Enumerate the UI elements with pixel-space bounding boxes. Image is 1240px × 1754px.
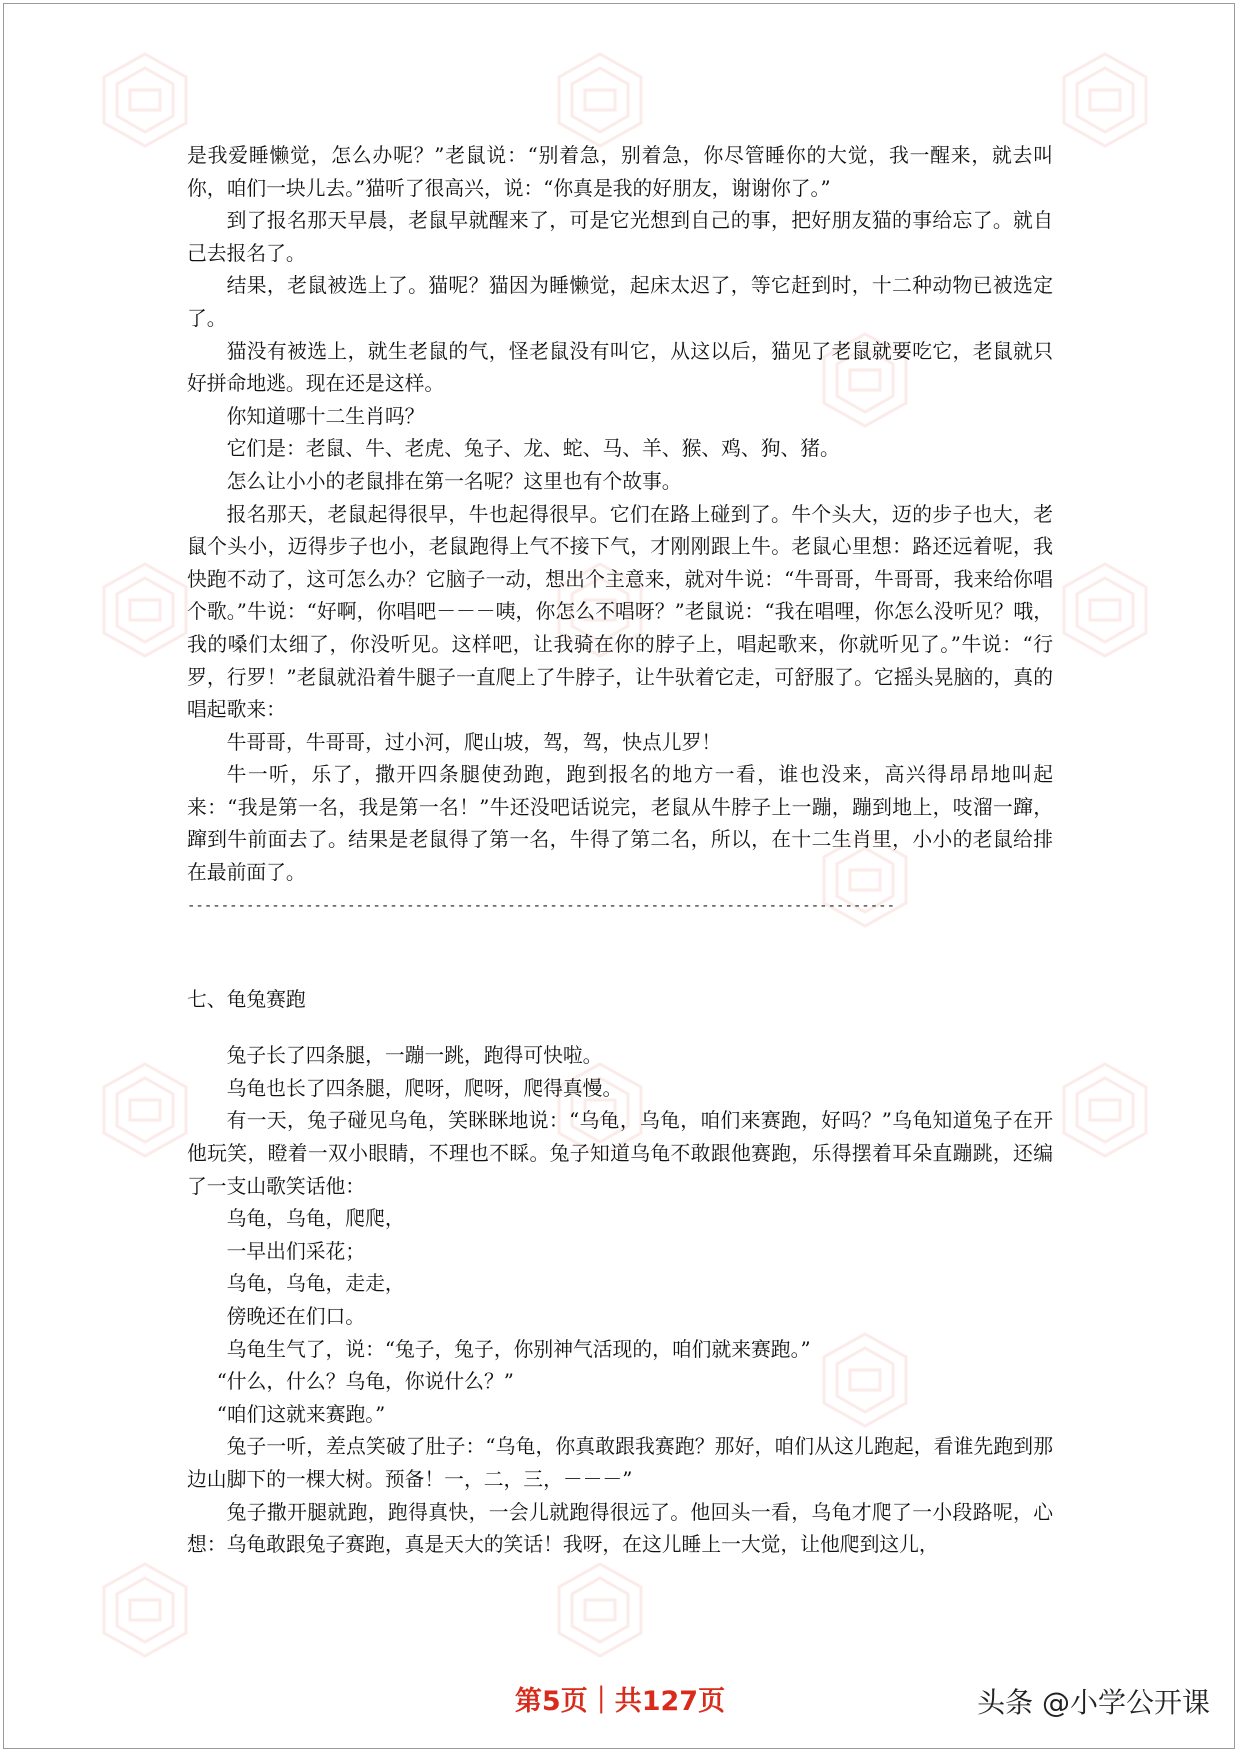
section-divider: ------------------------------------------------------------------------------------ [187, 897, 896, 914]
paragraph: 猫没有被选上，就生老鼠的气，怪老鼠没有叫它，从这以后，猫见了老鼠就要吃它，老鼠就只好拼命地逃。现在还是这样。 [187, 339, 1053, 396]
song-line: 牛哥哥，牛哥哥，过小河，爬山坡，驾，驾，快点儿罗！ [226, 730, 722, 754]
song-line: 一早出们采花； [226, 1239, 366, 1263]
song-line: 傍晚还在们口。 [226, 1305, 366, 1328]
paragraph: 有一天，兔子碰见乌龟，笑眯眯地说：“乌龟，乌龟，咱们来赛跑，好吗？”乌龟知道兔子在开他玩笑，瞪着一双小眼睛，不理也不睬。兔子知道乌龟不敢跟他赛跑，乐得摆着耳朵直蹦跳，还编了一支山歌笑话他： [187, 1109, 1053, 1198]
paragraph: 兔子长了四条腿，一蹦一跳，跑得可快啦。 [226, 1044, 603, 1068]
paragraph: 乌龟生气了，说：“兔子，兔子，你别神气活现的，咱们就来赛跑。” [226, 1337, 811, 1361]
paragraph: 报名那天，老鼠起得很早，牛也起得很早。它们在路上碰到了。牛个头大，迈的步子也大，老鼠个头小，迈得步子也小，老鼠跑得上气不接下气，才刚刚跟上牛。老鼠心里想：路还远着呢，我快跑不动了，这可怎么办？它脑子一动，想出个主意来，就对牛说：“牛哥哥，牛哥哥，我来给你唱个歌。”牛说：“好啊，你唱吧－－－咦，你怎么不唱呀？”老鼠说：“我在唱哩，你怎么没听见？哦，我的嗓们太细了，你没听见。这样吧，让我骑在你的脖子上，唱起歌来，你就听见了。”牛说：“行罗，行罗！”老鼠就沿着牛腿子一直爬上了牛脖子，让牛驮着它走，可舒服了。它摇头晃脑的，真的唱起歌来： [187, 502, 1053, 722]
paragraph: 到了报名那天早晨，老鼠早就醒来了，可是它光想到自己的事，把好朋友猫的事给忘了。就自己去报名了。 [187, 209, 1053, 265]
paragraph: 怎么让小小的老鼠排在第一名呢？这里也有个故事。 [226, 469, 682, 493]
paragraph: 兔子撒开腿就跑，跑得真快，一会儿就跑得很远了。他回头一看，乌龟才爬了一小段路呢，心想：乌龟敢跟兔子赛跑，真是天大的笑话！我呀，在这儿睡上一大觉，让他爬到这儿， [187, 1500, 1053, 1557]
dialogue-line: “咱们这就来赛跑。” [216, 1402, 386, 1426]
song-line: 乌龟，乌龟，走走， [226, 1272, 405, 1296]
paragraph: 乌龟也长了四条腿，爬呀，爬呀，爬得真慢。 [226, 1076, 623, 1100]
song-line: 乌龟，乌龟，爬爬， [226, 1207, 405, 1231]
dialogue-line: “什么，什么？乌龟，你说什么？” [216, 1370, 514, 1394]
paragraph: 牛一听，乐了，撒开四条腿使劲跑，跑到报名的地方一看，谁也没来，高兴得昂昂地叫起来：“我是第一名，我是第一名！”牛还没吧话说完，老鼠从牛脖子上一蹦，蹦到地上，吱溜一蹿，蹿到牛前面去了。结果是老鼠得了第一名，牛得了第二名，所以，在十二生肖里，小小的老鼠给排在最前面了。 [187, 763, 1053, 885]
paragraph: 是我爱睡懒觉，怎么办呢？”老鼠说：“别着急，别着急，你尽管睡你的大觉，我一醒来，就去叫你，咱们一块儿去。”猫听了很高兴，说：“你真是我的好朋友，谢谢你了。” [187, 144, 1053, 200]
paragraph: 结果，老鼠被选上了。猫呢？猫因为睡懒觉，起床太迟了，等它赶到时，十二种动物已被选定了。 [187, 274, 1053, 330]
document-body [187, 140, 1053, 1562]
source-watermark: 头条 @小学公开课 [977, 1686, 1210, 1719]
paragraph: 你知道哪十二生肖吗？ [226, 404, 425, 428]
paragraph: 兔子一听，差点笑破了肚子：“乌龟，你真敢跟我赛跑？那好，咱们从这儿跑起，看谁先跑到那边山脚下的一棵大树。预备！一，二，三，－－－” [187, 1435, 1053, 1491]
section-title: 七、龟兔赛跑 [187, 987, 306, 1011]
paragraph: 它们是：老鼠、牛、老虎、兔子、龙、蛇、马、羊、猴、鸡、狗、猪。 [226, 437, 840, 461]
page-number-label: 第5页｜共127页 [514, 1686, 726, 1717]
